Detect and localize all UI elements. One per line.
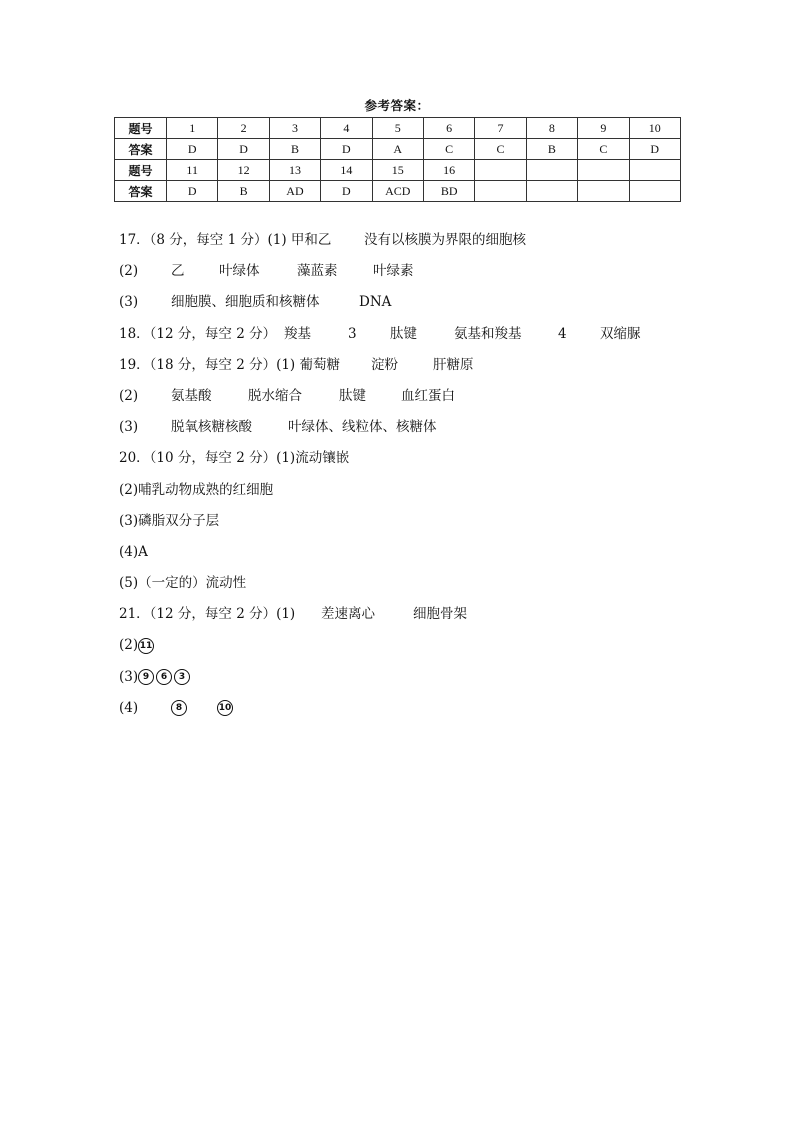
- q20-line-4: [119, 540, 759, 571]
- table-cell: 6: [423, 118, 474, 139]
- q20-line-1: [119, 446, 759, 477]
- q19-line-1: [119, 353, 759, 384]
- q21-line-2: [119, 633, 759, 664]
- table-cell: [526, 160, 577, 181]
- table-cell: [578, 181, 629, 202]
- table-cell: 16: [423, 160, 474, 181]
- table-cell: 3: [269, 118, 320, 139]
- q20-answer: (2)哺乳动物成熟的红细胞: [119, 481, 274, 498]
- table-cell: D: [321, 181, 372, 202]
- q18-answer: 肽键: [390, 325, 417, 342]
- q17-answer: 没有以核膜为界限的细胞核: [364, 232, 526, 248]
- row-header: 答案: [115, 139, 167, 160]
- q17-answer: 叶绿体: [219, 263, 260, 280]
- table-cell: D: [218, 139, 269, 160]
- table-cell: [526, 181, 577, 202]
- table-cell: C: [423, 139, 474, 160]
- table-cell: [578, 160, 629, 181]
- table-row: [115, 118, 681, 139]
- row-header: 答案: [115, 181, 167, 202]
- table-cell: [629, 181, 680, 202]
- table-cell: 14: [321, 160, 372, 181]
- answer-key-title: 参考答案：: [364, 98, 430, 113]
- table-cell: 10: [629, 118, 680, 139]
- table-cell: 15: [372, 160, 423, 181]
- table-cell: D: [167, 139, 218, 160]
- q21-heading: 21．（12 分，每空 2 分）(1): [119, 606, 296, 623]
- table-cell: 8: [526, 118, 577, 139]
- q19-heading: 19．（18 分，每空 2 分）(1) 葡萄糖: [119, 356, 340, 373]
- q19-answer: 氨基酸: [171, 387, 212, 404]
- table-cell: A: [372, 139, 423, 160]
- q19-answer: 脱水缩合: [248, 387, 302, 404]
- q19-line-2: [119, 384, 759, 415]
- q20-answer: (4)A: [119, 543, 148, 560]
- q20-line-2: [119, 478, 759, 509]
- table-cell: 7: [475, 118, 526, 139]
- q21-circled-answers: [138, 633, 156, 657]
- q20-answer: (5)（一定的）流动性: [119, 575, 247, 592]
- table-cell: B: [526, 139, 577, 160]
- q17-answer: DNA: [359, 294, 392, 311]
- table-cell: 2: [218, 118, 269, 139]
- q18-line-1: [119, 322, 759, 353]
- table-cell: [475, 160, 526, 181]
- table-cell: B: [269, 139, 320, 160]
- table-cell: [475, 181, 526, 202]
- q21-answer: 差速离心: [321, 606, 375, 623]
- q19-answer: 淀粉: [371, 356, 398, 373]
- q17-part-label: (2): [119, 263, 139, 280]
- q18-answer: 3: [348, 325, 357, 342]
- q17-part-label: (3): [119, 294, 139, 311]
- q18-heading: 18．（12 分，每空 2 分）: [119, 325, 277, 342]
- q21-part-label: (2): [119, 637, 139, 654]
- table-cell: AD: [269, 181, 320, 202]
- q21-circled-answers: [171, 696, 235, 720]
- q20-heading: 20．（10 分，每空 2 分）(1)流动镶嵌: [119, 450, 350, 467]
- q19-answer: 叶绿体、线粒体、核糖体: [288, 419, 437, 436]
- circled-number: 10: [217, 700, 233, 716]
- table-cell: ACD: [372, 181, 423, 202]
- q19-answer: 肝糖原: [433, 356, 474, 373]
- q18-answer: 双缩脲: [600, 325, 641, 342]
- q19-answer: 肽键: [339, 387, 366, 404]
- q17-line-3: [119, 290, 759, 321]
- circled-number: 6: [156, 669, 172, 685]
- q19-line-3: [119, 415, 759, 446]
- q17-answer: 细胞膜、细胞质和核糖体: [171, 294, 320, 311]
- answer-content: [119, 228, 759, 727]
- table-row: [115, 139, 681, 160]
- q17-answer: 乙: [171, 263, 185, 280]
- q21-answer: 细胞骨架: [413, 606, 467, 623]
- circled-number: 11: [138, 638, 154, 654]
- q20-line-3: [119, 509, 759, 540]
- table-cell: 9: [578, 118, 629, 139]
- table-cell: B: [218, 181, 269, 202]
- circled-number: 3: [174, 669, 190, 685]
- q18-answer: 氨基和羧基: [454, 325, 522, 342]
- table-cell: D: [167, 181, 218, 202]
- q21-line-3: [119, 665, 759, 696]
- q17-line-1: [119, 228, 759, 259]
- q17-line-2: [119, 259, 759, 290]
- circled-number: 8: [171, 700, 187, 716]
- table-cell: [629, 160, 680, 181]
- q19-answer: 脱氧核糖核酸: [171, 419, 252, 436]
- q17-heading: 17．（8 分，每空 1 分）(1) 甲和乙: [119, 232, 332, 248]
- q20-line-5: [119, 571, 759, 602]
- q18-answer: 羧基: [284, 325, 311, 342]
- q21-line-1: [119, 602, 759, 633]
- table-row: [115, 181, 681, 202]
- table-cell: D: [629, 139, 680, 160]
- q19-part-label: (3): [119, 419, 139, 436]
- table-cell: 1: [167, 118, 218, 139]
- table-cell: 12: [218, 160, 269, 181]
- table-cell: 13: [269, 160, 320, 181]
- q17-answer: 叶绿素: [373, 263, 414, 280]
- table-row: [115, 160, 681, 181]
- row-header: 题号: [115, 118, 167, 139]
- table-cell: D: [321, 139, 372, 160]
- q17-answer: 藻蓝素: [297, 263, 338, 280]
- q21-part-label: (3): [119, 668, 139, 685]
- circled-number: 9: [138, 669, 154, 685]
- q21-part-label: (4): [119, 699, 139, 716]
- q19-part-label: (2): [119, 387, 139, 404]
- table-cell: C: [578, 139, 629, 160]
- q20-answer: (3)磷脂双分子层: [119, 512, 220, 529]
- q21-line-4: [119, 696, 759, 727]
- table-cell: C: [475, 139, 526, 160]
- answer-table: [114, 117, 681, 202]
- table-cell: BD: [423, 181, 474, 202]
- q19-answer: 血红蛋白: [401, 387, 455, 404]
- table-cell: 11: [167, 160, 218, 181]
- table-cell: 4: [321, 118, 372, 139]
- q18-answer: 4: [558, 325, 567, 342]
- q21-circled-answers: [138, 665, 192, 689]
- row-header: 题号: [115, 160, 167, 181]
- table-cell: 5: [372, 118, 423, 139]
